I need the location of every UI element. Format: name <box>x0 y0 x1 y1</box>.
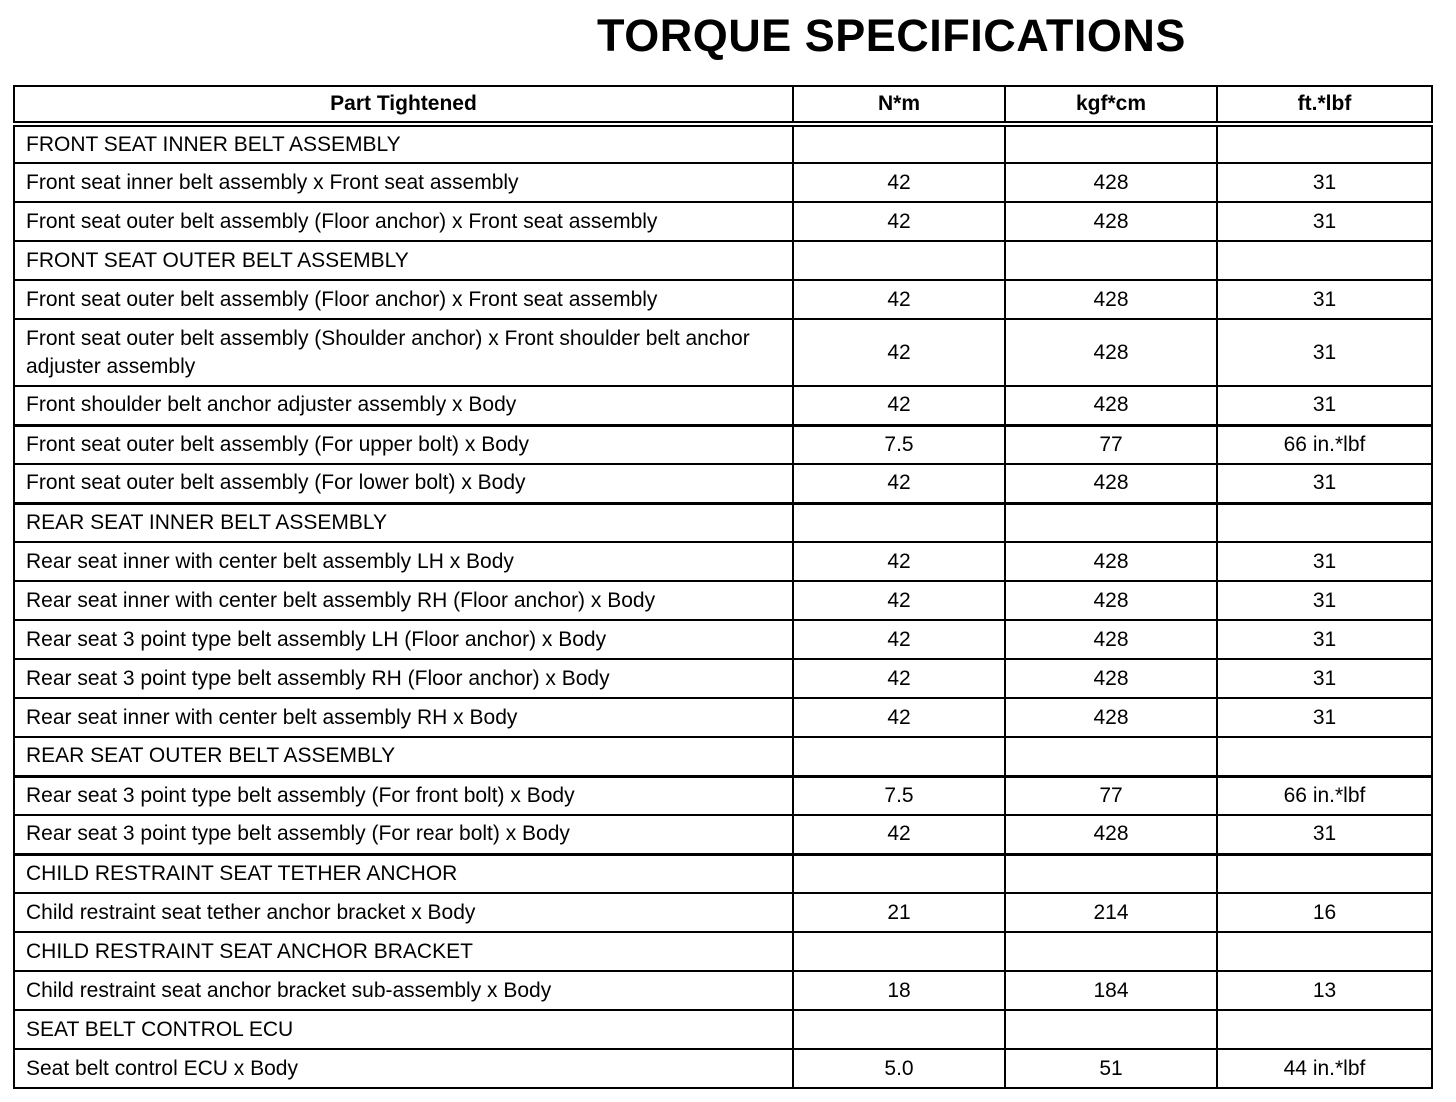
cell-part-tightened: Front seat outer belt assembly (Floor anchor) x Front seat assembly <box>14 280 793 319</box>
table-row <box>14 280 1432 319</box>
cell-kgfcm <box>1005 932 1217 971</box>
cell-nm <box>793 503 1005 542</box>
header-kgfcm: kgf*cm <box>1005 86 1217 124</box>
cell-part-tightened: Front seat outer belt assembly (For lower bolt) x Body <box>14 464 793 503</box>
cell-ftlbf: 13 <box>1217 971 1432 1010</box>
cell-part-tightened: Rear seat 3 point type belt assembly (For rear bolt) x Body <box>14 815 793 854</box>
cell-part-tightened: Rear seat inner with center belt assembly RH (Floor anchor) x Body <box>14 581 793 620</box>
cell-part-tightened: Rear seat inner with center belt assembly RH x Body <box>14 698 793 737</box>
cell-ftlbf: 31 <box>1217 202 1432 241</box>
cell-kgfcm: 428 <box>1005 542 1217 581</box>
cell-part-tightened: Child restraint seat tether anchor bracket x Body <box>14 893 793 932</box>
table-row <box>14 971 1432 1010</box>
table-row <box>14 163 1432 202</box>
table-body <box>14 124 1432 1088</box>
table-row <box>14 581 1432 620</box>
cell-ftlbf: 31 <box>1217 815 1432 854</box>
table-row <box>14 1010 1432 1049</box>
cell-kgfcm: 428 <box>1005 319 1217 386</box>
cell-part-tightened: Front shoulder belt anchor adjuster assembly x Body <box>14 386 793 425</box>
cell-kgfcm: 428 <box>1005 163 1217 202</box>
cell-nm: 42 <box>793 280 1005 319</box>
cell-ftlbf: 31 <box>1217 464 1432 503</box>
cell-kgfcm <box>1005 241 1217 280</box>
cell-part-tightened: CHILD RESTRAINT SEAT TETHER ANCHOR <box>14 854 793 893</box>
cell-nm <box>793 241 1005 280</box>
cell-ftlbf: 66 in.*lbf <box>1217 776 1432 815</box>
cell-ftlbf: 16 <box>1217 893 1432 932</box>
table-row <box>14 737 1432 776</box>
table-row <box>14 1049 1432 1088</box>
cell-nm: 42 <box>793 202 1005 241</box>
cell-kgfcm: 214 <box>1005 893 1217 932</box>
cell-kgfcm <box>1005 124 1217 163</box>
cell-kgfcm: 428 <box>1005 464 1217 503</box>
cell-ftlbf <box>1217 1010 1432 1049</box>
cell-part-tightened: Rear seat 3 point type belt assembly (For front bolt) x Body <box>14 776 793 815</box>
cell-kgfcm: 51 <box>1005 1049 1217 1088</box>
table-header-row <box>14 86 1432 124</box>
cell-kgfcm <box>1005 1010 1217 1049</box>
table-row <box>14 241 1432 280</box>
table-row <box>14 319 1432 386</box>
cell-ftlbf: 31 <box>1217 280 1432 319</box>
table-row <box>14 503 1432 542</box>
table-row <box>14 464 1432 503</box>
table-row <box>14 815 1432 854</box>
cell-kgfcm <box>1005 503 1217 542</box>
cell-part-tightened: Front seat inner belt assembly x Front seat assembly <box>14 163 793 202</box>
table-row <box>14 124 1432 163</box>
cell-ftlbf: 31 <box>1217 659 1432 698</box>
cell-part-tightened: SEAT BELT CONTROL ECU <box>14 1010 793 1049</box>
cell-ftlbf: 31 <box>1217 581 1432 620</box>
cell-kgfcm <box>1005 737 1217 776</box>
cell-kgfcm: 184 <box>1005 971 1217 1010</box>
cell-ftlbf: 31 <box>1217 620 1432 659</box>
cell-ftlbf: 31 <box>1217 163 1432 202</box>
table-row <box>14 202 1432 241</box>
cell-part-tightened: Front seat outer belt assembly (Shoulder anchor) x Front shoulder belt anchor adjuster assembly <box>14 319 793 386</box>
cell-nm <box>793 932 1005 971</box>
cell-nm <box>793 124 1005 163</box>
cell-part-tightened: Rear seat 3 point type belt assembly RH (Floor anchor) x Body <box>14 659 793 698</box>
cell-nm: 42 <box>793 163 1005 202</box>
cell-kgfcm: 77 <box>1005 776 1217 815</box>
table-row <box>14 659 1432 698</box>
cell-kgfcm: 428 <box>1005 386 1217 425</box>
cell-nm: 42 <box>793 464 1005 503</box>
cell-kgfcm: 428 <box>1005 698 1217 737</box>
cell-nm <box>793 854 1005 893</box>
cell-nm <box>793 737 1005 776</box>
cell-kgfcm: 428 <box>1005 280 1217 319</box>
cell-nm: 7.5 <box>793 776 1005 815</box>
cell-part-tightened: Seat belt control ECU x Body <box>14 1049 793 1088</box>
cell-part-tightened: Rear seat 3 point type belt assembly LH (Floor anchor) x Body <box>14 620 793 659</box>
cell-part-tightened: Child restraint seat anchor bracket sub-assembly x Body <box>14 971 793 1010</box>
table-row <box>14 698 1432 737</box>
cell-ftlbf: 44 in.*lbf <box>1217 1049 1432 1088</box>
cell-nm: 18 <box>793 971 1005 1010</box>
table-row <box>14 542 1432 581</box>
cell-ftlbf: 66 in.*lbf <box>1217 425 1432 464</box>
cell-part-tightened: FRONT SEAT OUTER BELT ASSEMBLY <box>14 241 793 280</box>
cell-ftlbf: 31 <box>1217 698 1432 737</box>
cell-nm: 42 <box>793 698 1005 737</box>
cell-part-tightened: Front seat outer belt assembly (Floor anchor) x Front seat assembly <box>14 202 793 241</box>
table-row <box>14 893 1432 932</box>
cell-kgfcm: 428 <box>1005 581 1217 620</box>
table-row <box>14 776 1432 815</box>
cell-nm: 21 <box>793 893 1005 932</box>
torque-spec-table <box>13 85 1433 1089</box>
page-title: TORQUE SPECIFICATIONS <box>597 10 1186 61</box>
cell-ftlbf: 31 <box>1217 319 1432 386</box>
cell-kgfcm: 428 <box>1005 620 1217 659</box>
cell-nm: 42 <box>793 386 1005 425</box>
cell-ftlbf <box>1217 503 1432 542</box>
header-nm: N*m <box>793 86 1005 124</box>
cell-nm: 7.5 <box>793 425 1005 464</box>
cell-kgfcm: 428 <box>1005 202 1217 241</box>
cell-part-tightened: Rear seat inner with center belt assembly LH x Body <box>14 542 793 581</box>
cell-ftlbf <box>1217 241 1432 280</box>
table-row <box>14 932 1432 971</box>
cell-kgfcm <box>1005 854 1217 893</box>
cell-ftlbf <box>1217 854 1432 893</box>
table-row <box>14 425 1432 464</box>
cell-nm <box>793 1010 1005 1049</box>
cell-kgfcm: 428 <box>1005 815 1217 854</box>
cell-nm: 5.0 <box>793 1049 1005 1088</box>
cell-nm: 42 <box>793 319 1005 386</box>
cell-nm: 42 <box>793 581 1005 620</box>
cell-nm: 42 <box>793 815 1005 854</box>
cell-nm: 42 <box>793 620 1005 659</box>
header-ftlbf: ft.*lbf <box>1217 86 1432 124</box>
cell-nm: 42 <box>793 659 1005 698</box>
cell-part-tightened: FRONT SEAT INNER BELT ASSEMBLY <box>14 124 793 163</box>
table-row <box>14 854 1432 893</box>
cell-ftlbf <box>1217 124 1432 163</box>
cell-part-tightened: REAR SEAT OUTER BELT ASSEMBLY <box>14 737 793 776</box>
cell-ftlbf: 31 <box>1217 386 1432 425</box>
cell-ftlbf <box>1217 737 1432 776</box>
cell-kgfcm: 77 <box>1005 425 1217 464</box>
cell-nm: 42 <box>793 542 1005 581</box>
header-part-tightened: Part Tightened <box>14 86 793 124</box>
cell-part-tightened: REAR SEAT INNER BELT ASSEMBLY <box>14 503 793 542</box>
cell-part-tightened: Front seat outer belt assembly (For upper bolt) x Body <box>14 425 793 464</box>
cell-kgfcm: 428 <box>1005 659 1217 698</box>
cell-part-tightened: CHILD RESTRAINT SEAT ANCHOR BRACKET <box>14 932 793 971</box>
table-row <box>14 386 1432 425</box>
cell-ftlbf <box>1217 932 1432 971</box>
cell-ftlbf: 31 <box>1217 542 1432 581</box>
table-row <box>14 620 1432 659</box>
